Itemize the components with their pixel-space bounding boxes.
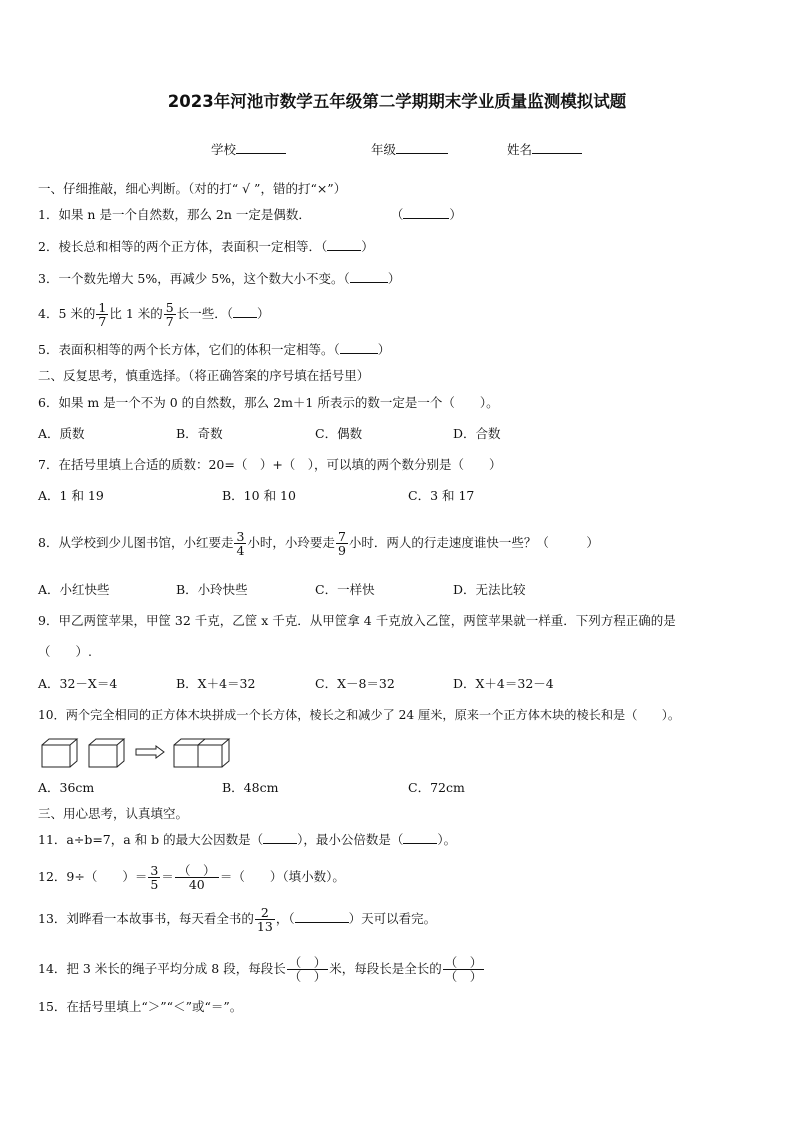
q10-option-a[interactable]: A．36cm	[38, 780, 95, 795]
grade-label: 年级	[371, 142, 397, 157]
name-label: 姓名	[507, 142, 533, 157]
q13-answer-blank[interactable]	[295, 910, 349, 923]
question-2: 2．棱长总和相等的两个正方体，表面积一定相等．（ ）	[38, 239, 374, 254]
question-12: 12．9÷（ ）＝ $\frac{3}{5}$ ＝ $\frac{( )}{40}$ ＝（ ）（填小数）。	[38, 863, 345, 892]
q9-option-a[interactable]: A．32－X＝4	[38, 676, 118, 691]
question-6: 6．如果 m 是一个不为 0 的自然数，那么 2m＋1 所表示的数一定是一个（ ）。	[38, 395, 499, 410]
q8-option-a[interactable]: A．小红快些	[38, 582, 110, 597]
q6-option-a[interactable]: A．质数	[38, 426, 85, 441]
q9-option-c[interactable]: C．X－8＝32	[315, 676, 395, 691]
q14-fraction-1[interactable]: $\frac{( )}{( )}$	[288, 955, 327, 984]
question-14: 14．把 3 米长的绳子平均分成 8 段，每段长 $\frac{( )}{( )}$ 米，每段长是全长的 $\frac{( )}{( )}$	[38, 955, 483, 984]
q12-fraction-2[interactable]: $\frac{( )}{40}$	[175, 864, 219, 891]
section-2-heading: 二、反复思考，慎重选择。（将正确答案的序号填在括号里）	[38, 368, 370, 383]
section-3-heading: 三、用心思考，认真填空。	[38, 806, 189, 821]
q5-answer-blank[interactable]	[340, 341, 378, 354]
q10-option-c[interactable]: C．72cm	[408, 780, 465, 795]
q2-answer-blank[interactable]	[327, 238, 361, 251]
question-4: 4．5 米的 $\frac{1}{7}$ 比 1 米的 $\frac{5}{7}$ 长一些．（ ）	[38, 300, 270, 329]
q8-option-c[interactable]: C．一样快	[315, 582, 375, 597]
q7-option-c[interactable]: C．3 和 17	[408, 488, 475, 503]
question-8: 8．从学校到少儿图书馆，小红要走 $\frac{3}{4}$ 小时，小玲要走 $\frac{7}{9}$ 小时．两人的行走速度谁快一些？（ ）	[38, 529, 599, 558]
question-1: 1．如果 n 是一个自然数，那么 2n 一定是偶数． （ ）	[38, 207, 462, 222]
q6-option-c[interactable]: C．偶数	[315, 426, 363, 441]
q8-fraction-2: $\frac{7}{9}$	[337, 529, 346, 558]
q6-option-b[interactable]: B．奇数	[176, 426, 223, 441]
q11-lcm-blank[interactable]	[403, 831, 437, 844]
q9-option-b[interactable]: B．X＋4＝32	[176, 676, 256, 691]
q14-fraction-2[interactable]: $\frac{( )}{( )}$	[444, 955, 483, 984]
q4-fraction-1: $\frac{1}{7}$	[98, 300, 107, 329]
name-blank[interactable]	[532, 141, 582, 154]
grade-blank[interactable]	[396, 141, 448, 154]
q7-option-a[interactable]: A．1 和 19	[38, 488, 104, 503]
q4-fraction-2: $\frac{5}{7}$	[165, 300, 174, 329]
question-10: 10．两个完全相同的正方体木块拼成一个长方体，棱长之和减少了 24 厘米，原来一个正方体木块的棱长和是（ ）。	[38, 708, 681, 722]
q3-answer-blank[interactable]	[350, 270, 388, 283]
question-11: 11．a÷b=7，a 和 b 的最大公因数是（ ），最小公倍数是（ ）。	[38, 832, 457, 847]
q8-option-d[interactable]: D．无法比较	[453, 582, 526, 597]
school-blank[interactable]	[236, 141, 286, 154]
q8-option-b[interactable]: B．小玲快些	[176, 582, 248, 597]
q7-option-b[interactable]: B．10 和 10	[222, 488, 296, 503]
question-3: 3．一个数先增大 5%，再减少 5%，这个数大小不变。（ ）	[38, 271, 401, 286]
q12-fraction-1: $\frac{3}{5}$	[150, 863, 159, 892]
school-label: 学校	[211, 142, 237, 157]
question-13: 13．刘晔看一本故事书，每天看全书的 $\frac{2}{13}$ ，（ ）天可以看完。	[38, 905, 437, 934]
section-1-heading: 一、仔细推敲，细心判断。（对的打“ √ ”，错的打“×”）	[38, 181, 347, 196]
cube-2-icon	[89, 739, 124, 767]
q13-fraction: $\frac{2}{13}$	[256, 905, 273, 934]
question-15: 15．在括号里填上“＞”“＜”或“＝”。	[38, 999, 243, 1014]
q4-answer-blank[interactable]	[233, 305, 257, 318]
page-title: 2023年河池市数学五年级第二学期期末学业质量监测模拟试题	[167, 92, 627, 111]
question-7: 7．在括号里填上合适的质数：20=（ ）+（ ），可以填的两个数分别是（ ）	[38, 457, 502, 472]
q8-fraction-1: $\frac{3}{4}$	[236, 529, 245, 558]
cuboid-icon	[174, 739, 229, 767]
q1-answer-blank[interactable]	[403, 206, 449, 219]
question-9-line-2: （ ）.	[38, 644, 92, 659]
arrow-right-icon	[136, 746, 164, 758]
q11-gcd-blank[interactable]	[263, 831, 297, 844]
question-9: 9．甲乙两筐苹果，甲筐 32 千克，乙筐 x 千克．从甲筐拿 4 千克放入乙筐，两筐苹果就一样重．下列方程正确的是	[38, 613, 676, 628]
cube-illustration	[40, 737, 240, 769]
question-5: 5．表面积相等的两个长方体，它们的体积一定相等。（ ）	[38, 342, 391, 357]
q6-option-d[interactable]: D．合数	[453, 426, 501, 441]
cube-1-icon	[42, 739, 77, 767]
q10-option-b[interactable]: B．48cm	[222, 780, 279, 795]
q9-option-d[interactable]: D．X＋4＝32－4	[453, 676, 554, 691]
